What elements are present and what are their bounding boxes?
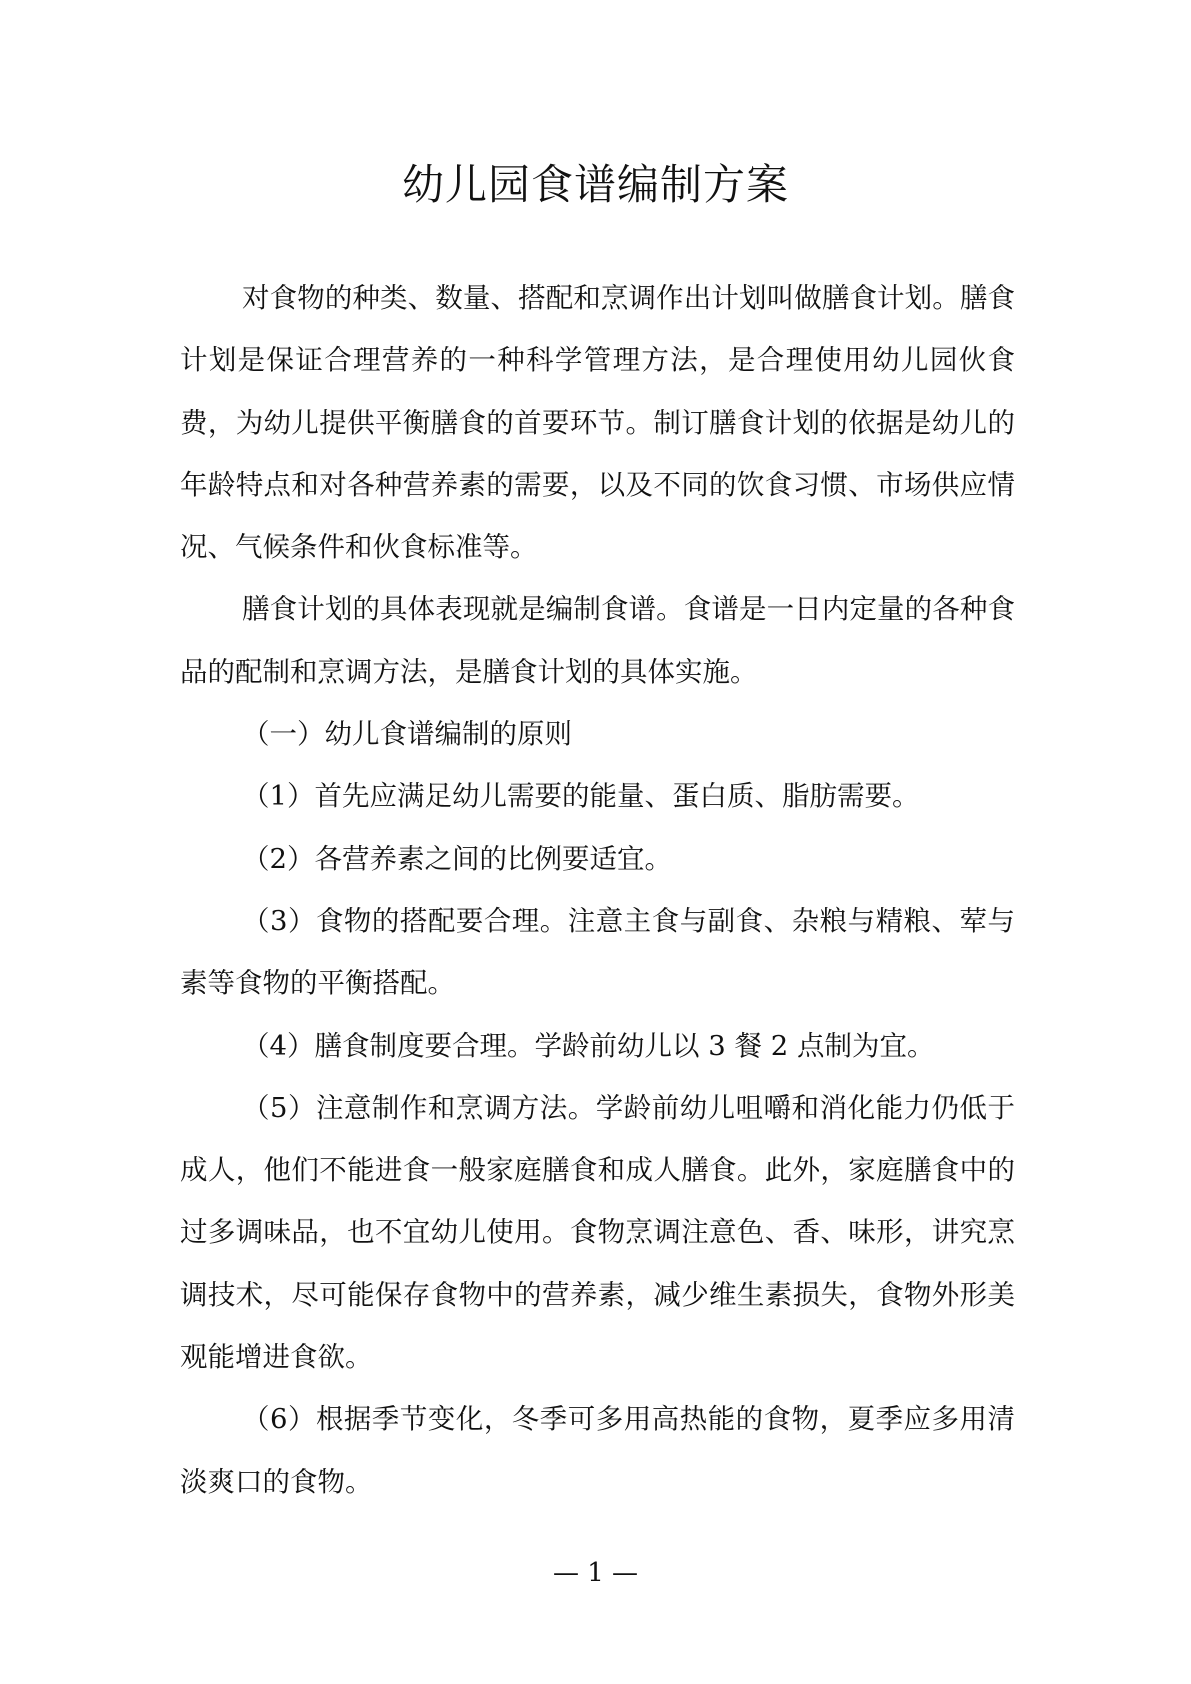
paragraph-intro: 对食物的种类、数量、搭配和烹调作出计划叫做膳食计划。膳食计划是保证合理营养的一种科学管理方法，是合理使用幼儿园伙食费，为幼儿提供平衡膳食的首要环节。制订膳食计划的依据是幼儿的年龄特点和对各种营养素的需要，以及不同的饮食习惯、市场供应情况、气候条件和伙食标准等。	[180, 282, 1015, 564]
section-heading-principles: （一）幼儿食谱编制的原则	[242, 718, 572, 751]
list-item-principle-4: （4）膳食制度要合理。学龄前幼儿以 3 餐 2 点制为宜。	[242, 1029, 935, 1062]
document-title: 幼儿园食谱编制方案	[401, 160, 789, 209]
paragraph-recipe-definition: 膳食计划的具体表现就是编制食谱。食谱是一日内定量的各种食品的配制和烹调方法，是膳食计划的具体实施。	[180, 593, 1015, 688]
list-item-principle-6: （6）根据季节变化，冬季可多用高热能的食物，夏季应多用清淡爽口的食物。	[180, 1403, 1015, 1498]
document-body	[180, 267, 1015, 1513]
list-item-principle-5: （5）注意制作和烹调方法。学龄前幼儿咀嚼和消化能力仍低于成人，他们不能进食一般家庭膳食和成人膳食。此外，家庭膳食中的过多调味品，也不宜幼儿使用。食物烹调注意色、香、味形，讲究烹调技术，尽可能保存食物中的营养素，减少维生素损失，食物外形美观能增进食欲。	[180, 1091, 1015, 1374]
list-item-principle-3: （3）食物的搭配要合理。注意主食与副食、杂粮与精粮、荤与素等食物的平衡搭配。	[180, 904, 1015, 1000]
list-item-principle-1: （1）首先应满足幼儿需要的能量、蛋白质、脂肪需要。	[242, 780, 920, 813]
page-number: — 1 —	[552, 1558, 639, 1588]
list-item-principle-2: （2）各营养素之间的比例要适宜。	[242, 842, 672, 875]
